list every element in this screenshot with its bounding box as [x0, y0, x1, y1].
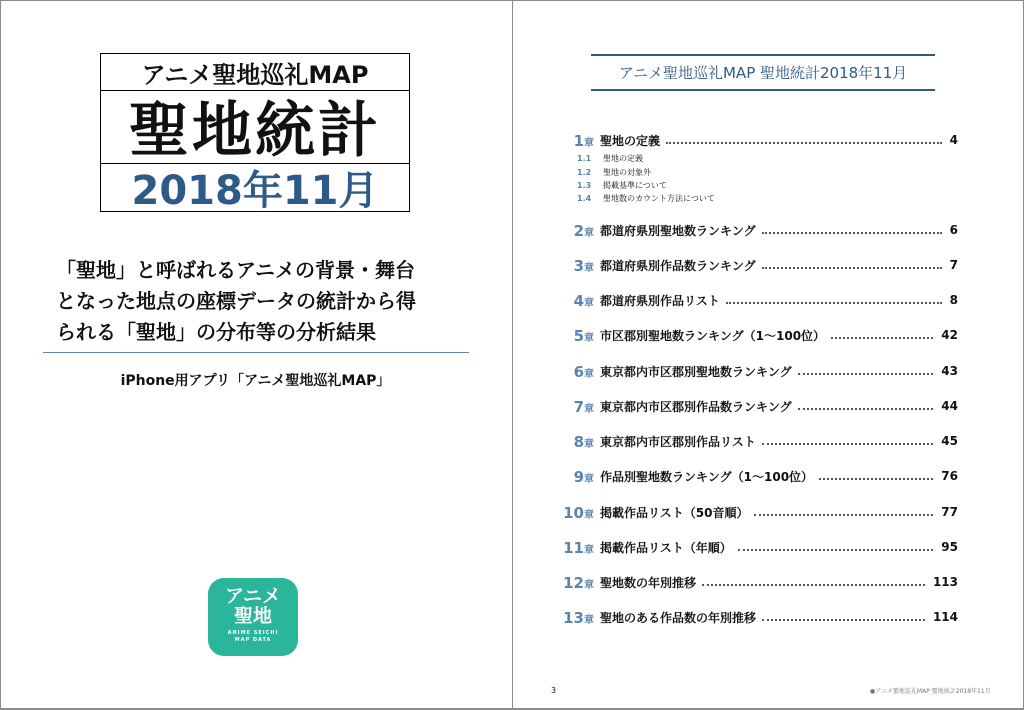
leader-dots	[762, 267, 942, 269]
chapter-number: 5章	[573, 326, 594, 345]
subsection-number: 1.2	[577, 168, 592, 177]
toc-entry[interactable]	[548, 537, 958, 557]
chapter-title: 聖地数の年別推移	[600, 575, 697, 590]
description-line: 「聖地」と呼ばれるアニメの背景・舞台	[56, 258, 415, 282]
chapter-number: 13章	[563, 608, 594, 627]
toc-entry[interactable]	[548, 290, 958, 310]
toc-subentry[interactable]	[577, 192, 715, 205]
app-logo-subtitle-2: MAP DATA	[234, 637, 272, 643]
chapter-title: 掲載作品リスト（年順）	[600, 540, 732, 555]
title-line-main: 聖地統計	[100, 89, 410, 164]
leader-dots	[762, 443, 934, 445]
chapter-title: 都道府県別作品リスト	[600, 293, 720, 308]
toc-subentry[interactable]	[577, 166, 651, 179]
chapter-title: 東京都内市区郡別作品リスト	[600, 434, 756, 449]
leader-dots	[754, 514, 933, 516]
leader-dots	[831, 337, 933, 339]
chapter-page: 43	[941, 364, 958, 378]
subsection-number: 1.4	[577, 194, 592, 203]
chapter-number: 11章	[563, 538, 594, 557]
leader-dots	[762, 232, 942, 234]
page-number: 3	[551, 686, 557, 695]
chapter-page: 8	[949, 293, 958, 307]
chapter-number: 9章	[573, 467, 594, 486]
title-line-app: アニメ聖地巡礼MAP	[100, 53, 410, 91]
subsection-number: 1.1	[577, 154, 592, 163]
leader-dots	[666, 142, 942, 144]
toc-header: アニメ聖地巡礼MAP 聖地統計2018年11月	[591, 54, 935, 91]
chapter-title: 東京都内市区郡別聖地数ランキング	[600, 364, 792, 379]
toc-entry[interactable]	[548, 572, 958, 592]
chapter-number: 6章	[573, 362, 594, 381]
leader-dots	[798, 373, 934, 375]
chapter-page: 95	[941, 540, 958, 554]
toc-entry[interactable]	[548, 220, 958, 240]
description-line: られる「聖地」の分布等の分析結果	[56, 320, 376, 344]
chapter-page: 44	[941, 399, 958, 413]
chapter-title: 都道府県別聖地数ランキング	[600, 223, 756, 238]
chapter-number: 12章	[563, 573, 594, 592]
toc-subentry[interactable]	[577, 152, 643, 165]
chapter-title: 市区郡別聖地数ランキング（1～100位）	[600, 328, 826, 343]
chapter-page: 4	[949, 133, 958, 147]
app-logo-subtitle: ANIME SEICHI	[227, 630, 279, 636]
chapter-number: 4章	[573, 291, 594, 310]
toc-entry[interactable]	[548, 502, 958, 522]
chapter-page: 113	[932, 575, 958, 589]
toc-entry[interactable]	[548, 361, 958, 381]
toc-entry[interactable]	[548, 431, 958, 451]
chapter-page: 7	[949, 258, 958, 272]
subsection-title: 掲載基準について	[603, 181, 667, 190]
chapter-title: 東京都内市区郡別作品数ランキング	[600, 399, 792, 414]
chapter-number: 10章	[563, 503, 594, 522]
app-logo-text: アニメ 聖地	[224, 585, 282, 627]
chapter-page: 42	[941, 328, 958, 342]
chapter-number: 1章	[573, 131, 594, 150]
toc-subentry[interactable]	[577, 179, 667, 192]
app-name-line: iPhone用アプリ「アニメ聖地巡礼MAP」	[120, 373, 391, 389]
chapter-title: 作品別聖地数ランキング（1～100位）	[600, 469, 814, 484]
subsection-number: 1.3	[577, 181, 592, 190]
chapter-number: 2章	[573, 221, 594, 240]
subsection-title: 聖地の定義	[603, 154, 643, 163]
page-footer: ●アニメ聖地巡礼MAP 聖地統計2018年11月	[870, 688, 991, 695]
title-line-date: 2018年11月	[100, 163, 410, 212]
subsection-title: 聖地数のカウント方法について	[603, 194, 715, 203]
leader-dots	[738, 549, 934, 551]
toc-entry[interactable]	[548, 255, 958, 275]
chapter-title: 聖地のある作品数の年別推移	[600, 610, 757, 625]
subsection-title: 聖地の対象外	[603, 168, 651, 177]
chapter-page: 6	[949, 223, 958, 237]
leader-dots	[702, 584, 925, 586]
toc-entry[interactable]	[548, 607, 958, 627]
chapter-page: 114	[932, 610, 958, 624]
toc-entry[interactable]	[548, 466, 958, 486]
leader-dots	[819, 478, 933, 480]
leader-dots	[798, 408, 934, 410]
chapter-number: 8章	[573, 432, 594, 451]
leader-dots	[762, 619, 925, 621]
leader-dots	[726, 302, 942, 304]
chapter-page: 45	[941, 434, 958, 448]
chapter-page: 77	[941, 505, 958, 519]
chapter-page: 76	[941, 469, 958, 483]
description-line: となった地点の座標データの統計から得	[56, 289, 416, 313]
chapter-title: 聖地の定義	[600, 133, 661, 148]
chapter-title: 掲載作品リスト（50音順）	[600, 505, 749, 520]
toc-entry[interactable]	[548, 396, 958, 416]
toc-entry[interactable]	[548, 130, 958, 150]
chapter-title: 都道府県別作品数ランキング	[600, 258, 756, 273]
toc-entry[interactable]	[548, 325, 958, 345]
chapter-number: 7章	[573, 397, 594, 416]
chapter-number: 3章	[573, 256, 594, 275]
